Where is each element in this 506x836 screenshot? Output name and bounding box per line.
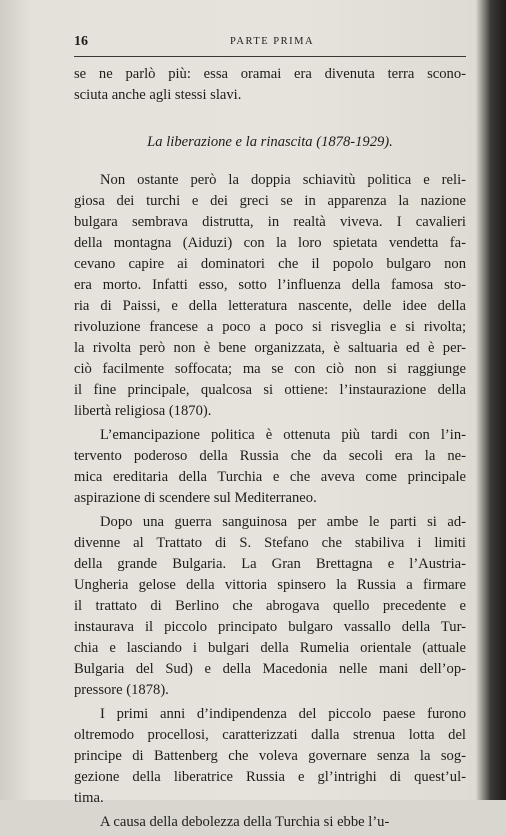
text-line: giosa dei turchi e dei greci se in apparenza la nazione (74, 193, 466, 209)
text-line: della grande Bulgaria. La Gran Brettagna e l’Austria- (74, 556, 466, 572)
text-line: la rivolta però non è bene organizzata, è saltuaria ed è per- (74, 340, 466, 356)
text-line: principe di Battenberg che voleva governare senza la sog- (74, 748, 466, 764)
text-line: gezione della liberatrice Russia e gl’intrighi di quest’ul- (74, 769, 466, 785)
text-line: pressore (1878). (74, 682, 169, 698)
text-line: A causa della debolezza della Turchia si ebbe l’u- (100, 814, 390, 830)
text-line: mica ereditaria della Turchia e che aveva come principale (74, 469, 466, 485)
text-line: sciuta anche agli stessi slavi. (74, 87, 242, 103)
paragraph (74, 512, 466, 701)
text-line: oltremodo procellosi, caratterizzati dalla strenua lotta del (74, 727, 466, 743)
paragraph (74, 170, 466, 422)
intro-paragraph (74, 64, 466, 106)
text-line: rivoluzione francese a poco a poco si risveglia e si rivolta; (74, 319, 466, 335)
text-line: era morto. Infatti esso, sotto l’influenza della famosa sto- (74, 277, 466, 293)
text-line: il trattato di Berlino che abrogava quello precedente e (74, 598, 466, 614)
section-heading: La liberazione e la rinascita (1878-1929). (147, 134, 393, 150)
text-line: se ne parlò più: essa oramai era divenuta terra scono- (74, 66, 466, 82)
text-line: L’emancipazione politica è ottenuta più tardi con l’in- (100, 427, 466, 443)
text-line: tima. (74, 790, 104, 806)
text-line: della montagna (Aiduzi) con la loro spietata vendetta fa- (74, 235, 466, 251)
text-line: bulgara sembrava distrutta, in realtà viveva. I cavalieri (74, 214, 466, 230)
page-header (74, 34, 466, 52)
body-text (74, 64, 466, 836)
text-line: Non ostante però la doppia schiavitù politica e reli- (100, 172, 466, 188)
paragraph (74, 812, 466, 833)
text-line: aspirazione di scendere sul Mediterraneo. (74, 490, 317, 506)
text-line: il fine principale, qualcosa si ottiene: l’instaurazione della (74, 382, 466, 398)
text-line: I primi anni d’indipendenza del piccolo paese furono (100, 706, 466, 722)
text-line: chia e lasciando i bulgari della Rumelia orientale (attuale (74, 640, 466, 656)
text-line: Bulgaria del Sud) e della Macedonia nelle mani dell’op- (74, 661, 466, 677)
running-head: PARTE PRIMA (230, 36, 315, 47)
text-line: Ungheria gelose della vittoria spinsero la Russia a firmare (74, 577, 466, 593)
text-line: libertà religiosa (1870). (74, 403, 212, 419)
text-line: cevano capire ai dominatori che il popolo bulgaro non (74, 256, 466, 272)
text-line: tervento poderoso della Russia che da secoli era la ne- (74, 448, 466, 464)
text-line: Dopo una guerra sanguinosa per ambe le parti si ad- (100, 514, 466, 530)
paragraph (74, 425, 466, 509)
text-line: instaurava il piccolo principato bulgaro vassallo della Tur- (74, 619, 466, 635)
header-rule (74, 56, 466, 57)
text-line: ria di Paissi, e della letteratura nascente, delle idee della (74, 298, 466, 314)
paragraph (74, 704, 466, 809)
paragraphs (74, 170, 466, 833)
text-line: ciò facilmente soffocata; ma se con ciò non si raggiunge (74, 361, 466, 377)
page-number: 16 (74, 34, 88, 49)
text-line: divenne al Trattato di S. Stefano che stabiliva i limiti (74, 535, 466, 551)
